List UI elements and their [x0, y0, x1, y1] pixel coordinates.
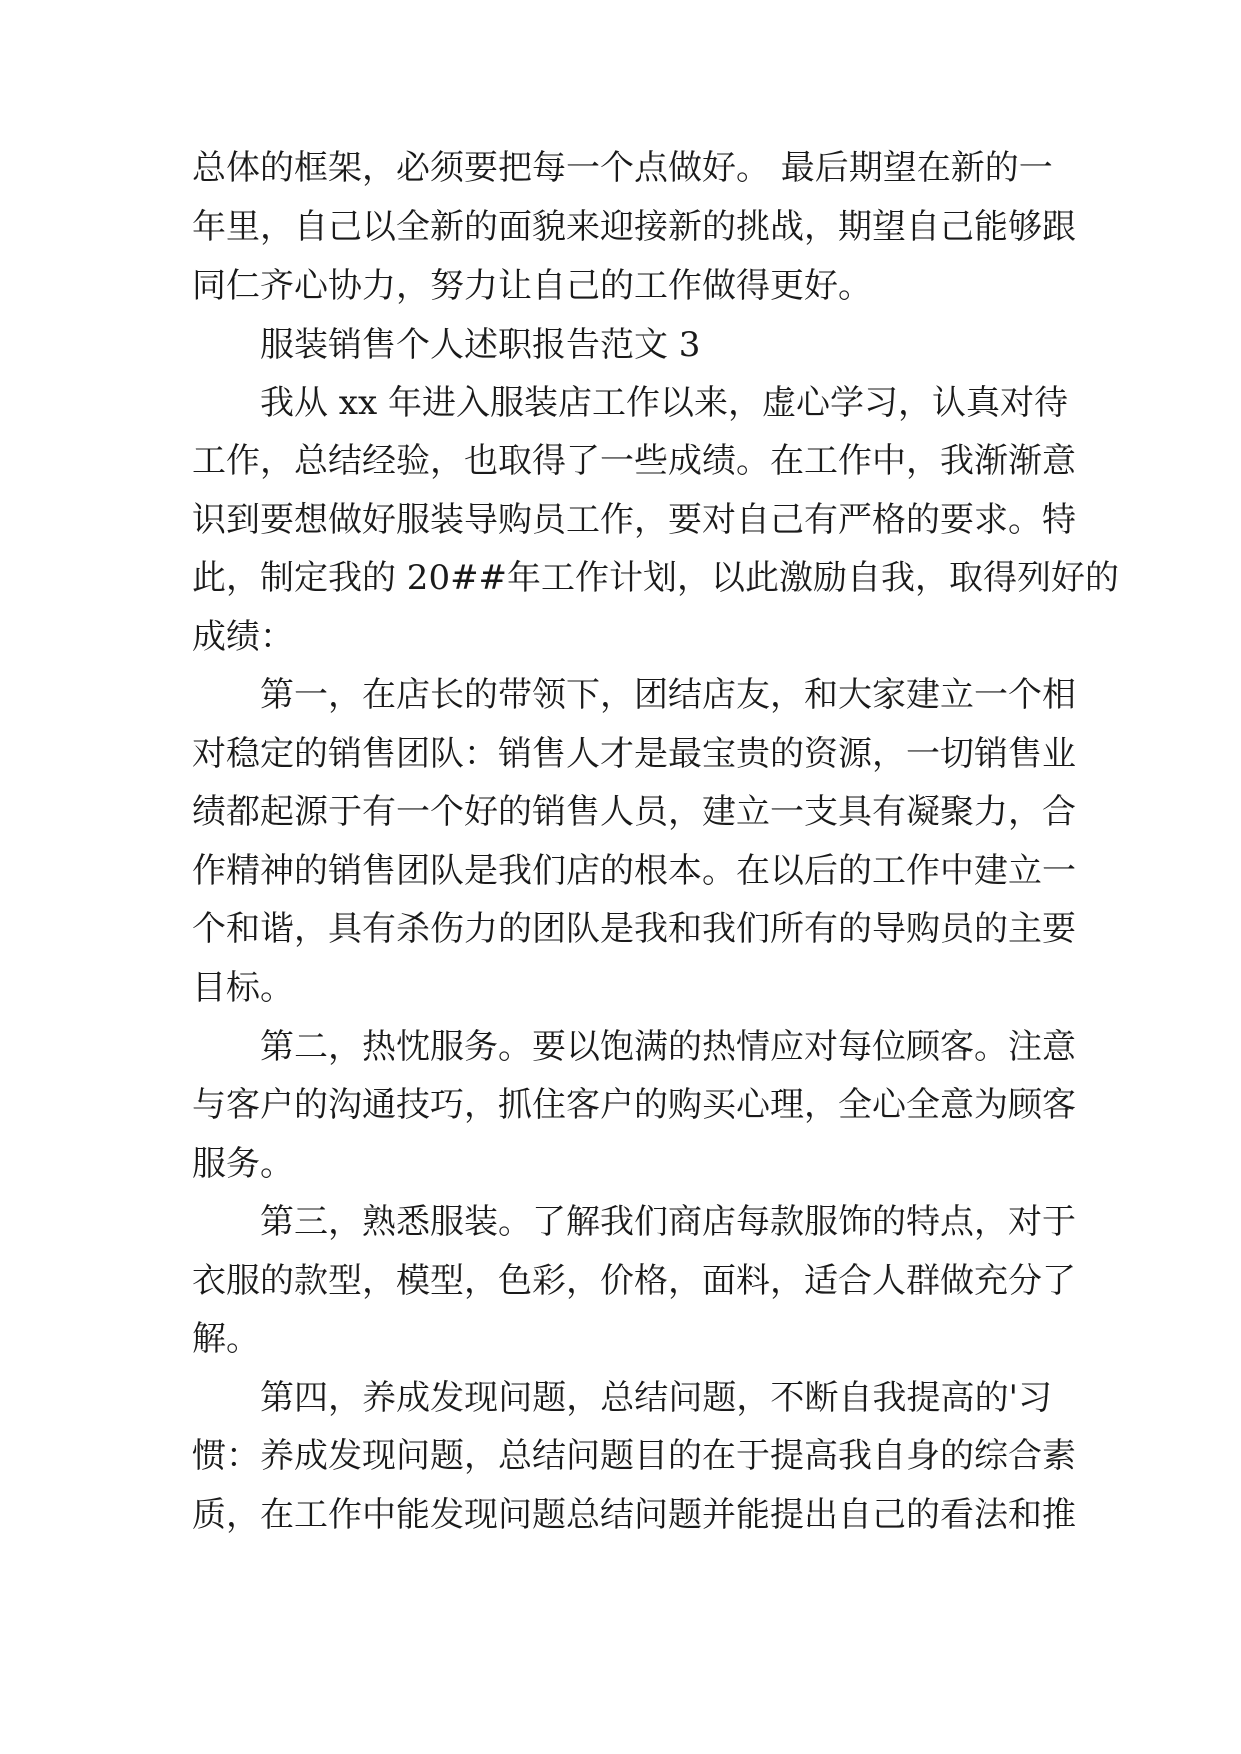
text-line: 服务。 [192, 1144, 294, 1184]
text-line: 成绩： [192, 617, 294, 657]
text-line: 质，在工作中能发现问题总结问题并能提出自己的看法和推 [192, 1495, 1076, 1535]
text-line: 同仁齐心协力，努力让自己的工作做得更好。 [192, 266, 872, 306]
text-line: 第二，热忱服务。要以饱满的热情应对每位顾客。注意 [260, 1027, 1076, 1067]
text-line: 与客户的沟通技巧，抓住客户的购买心理，全心全意为顾客 [192, 1085, 1076, 1125]
text-line: 作精神的销售团队是我们店的根本。在以后的工作中建立一 [192, 851, 1076, 891]
text-line: 工作，总结经验，也取得了一些成绩。在工作中，我渐渐意 [192, 441, 1076, 481]
text-line: 目标。 [192, 968, 294, 1008]
text-line: 惯：养成发现问题，总结问题目的在于提高我自身的综合素 [192, 1436, 1076, 1476]
text-line: 对稳定的销售团队：销售人才是最宝贵的资源，一切销售业 [192, 734, 1076, 774]
text-line: 此，制定我的 20##年工作计划，以此激励自我，取得列好的 [192, 558, 1120, 598]
text-line: 第三，熟悉服装。了解我们商店每款服饰的特点，对于 [260, 1202, 1076, 1242]
text-line: 第四，养成发现问题，总结问题，不断自我提高的'习 [260, 1378, 1052, 1418]
text-line: 绩都起源于有一个好的销售人员，建立一支具有凝聚力，合 [192, 792, 1076, 832]
text-line: 个和谐，具有杀伤力的团队是我和我们所有的导购员的主要 [192, 909, 1076, 949]
text-line: 解。 [192, 1319, 260, 1359]
text-line: 衣服的款型，模型，色彩，价格，面料，适合人群做充分了 [192, 1261, 1076, 1301]
section-heading: 服装销售个人述职报告范文 3 [260, 325, 701, 365]
text-line: 总体的框架，必须要把每一个点做好。 最后期望在新的一 [192, 148, 1053, 188]
text-line: 第一，在店长的带领下，团结店友，和大家建立一个相 [260, 675, 1076, 715]
text-line: 识到要想做好服装导购员工作，要对自己有严格的要求。特 [192, 500, 1076, 540]
text-line: 我从 xx 年进入服装店工作以来，虚心学习，认真对待 [260, 383, 1068, 423]
text-line: 年里，自己以全新的面貌来迎接新的挑战，期望自己能够跟 [192, 207, 1076, 247]
